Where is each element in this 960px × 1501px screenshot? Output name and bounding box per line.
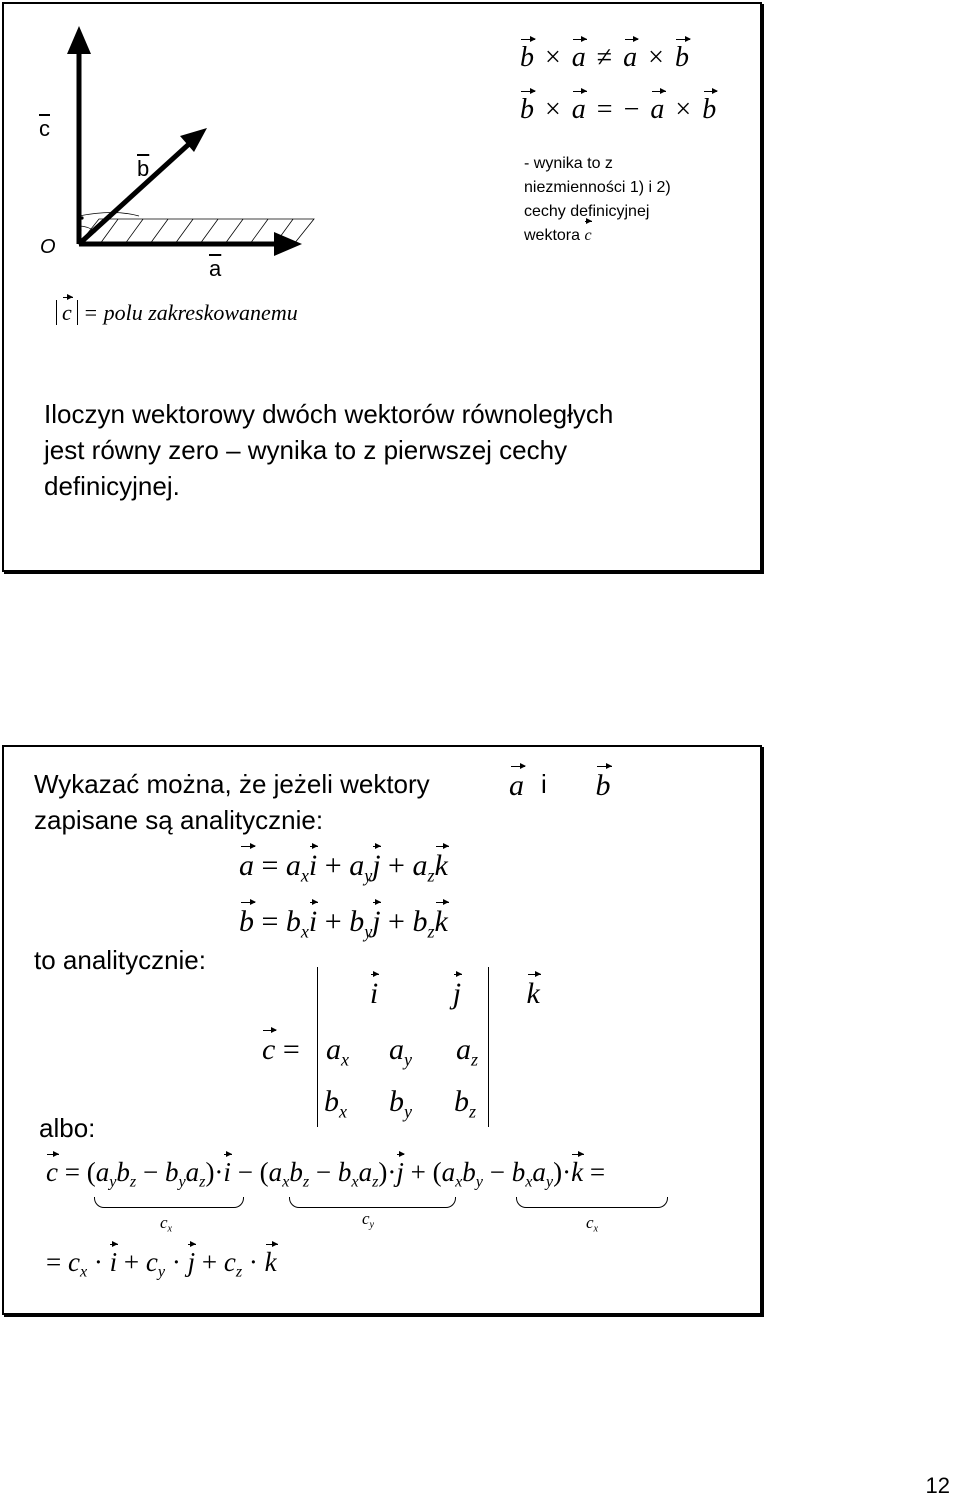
det-az: $a_z$	[456, 1033, 479, 1070]
magnitude-equation	[56, 300, 298, 326]
note-line: wektora	[524, 227, 581, 244]
intro-text: Wykazać można, że jeżeli wektory	[34, 769, 430, 799]
eq1-vec-a: a	[571, 42, 586, 73]
vector-b-decomposition: $b = b_xi + b_yj + b_zk$	[239, 905, 448, 942]
brace-label-1: $c_x$	[160, 1213, 173, 1235]
eq2-vec-b2: b	[702, 94, 717, 125]
vector-diagram	[4, 4, 484, 324]
label-c: $\overline{c}$	[39, 116, 50, 141]
label-a: $\overline{a}$	[209, 256, 222, 281]
statement-line: definicyjnej.	[44, 471, 180, 501]
statement-line: jest równy zero – wynika to z pierwszej cechy	[44, 435, 568, 465]
expanded-formula: $c = (a_yb_z - b_ya_z)\cdot i - (a_xb_z - b_xa_z)\cdot j + (a_xb_y - b_xa_y)\cdot k$ =	[46, 1157, 606, 1191]
brace-cx	[94, 1197, 244, 1208]
intro-line-2: zapisane są analitycznie:	[34, 805, 324, 835]
det-i: i	[369, 977, 379, 1010]
brace-label-3: $c_x$	[586, 1213, 599, 1235]
intro-vec-a: a	[509, 769, 524, 802]
eq2-vec-a2: a	[650, 94, 665, 125]
to-analitycznie: to analitycznie:	[34, 945, 206, 975]
statement	[44, 396, 613, 504]
det-j: j	[452, 977, 462, 1010]
note-vec-c: c	[584, 224, 591, 248]
page-number: 12	[925, 1473, 950, 1498]
eq2-vec-b: b	[520, 94, 534, 125]
label-origin: O	[40, 236, 56, 258]
vector-b-arrow	[79, 144, 189, 244]
albo: albo:	[39, 1113, 96, 1143]
label-b: $\overline{b}$	[137, 156, 150, 181]
slide-1	[2, 2, 762, 572]
note-line: niezmienności 1) i 2)	[524, 179, 671, 196]
det-by: $b_y$	[389, 1085, 412, 1122]
eq1-vec-b2: b	[674, 42, 689, 73]
det-bx: $b_x$	[324, 1085, 347, 1122]
brace-cy	[289, 1197, 456, 1208]
intro-i: i	[541, 769, 547, 799]
det-k: k	[526, 977, 540, 1010]
eq1-vec-b: b	[520, 42, 534, 73]
anticommute-eq: b × a = − a × b	[520, 94, 717, 125]
eq2-vec-a: a	[571, 94, 586, 125]
eq1-op: ≠	[596, 42, 613, 73]
statement-line: Iloczyn wektorowy dwóch wektorów równoległych	[44, 399, 614, 429]
eq1-vec-a2: a	[623, 42, 638, 73]
eq2-op: = −	[596, 94, 640, 125]
vector-a-decomposition: $a = a_xi + a_yj + a_zk$	[239, 849, 448, 886]
det-bz: $b_z$	[454, 1085, 477, 1122]
det-ay: $a_y$	[389, 1033, 412, 1070]
anticommute-neq: b × a ≠ a × b	[520, 42, 689, 73]
intro-vec-b: b	[595, 769, 611, 802]
magnitude-text: = polu zakreskowanemu	[83, 300, 298, 325]
det-lhs: c =	[262, 1033, 300, 1066]
intro-line-1	[34, 769, 430, 800]
vec-c: c	[62, 300, 72, 325]
brace-label-2: $c_y$	[362, 1209, 375, 1231]
det-ax: $a_x$	[326, 1033, 349, 1070]
note-line: - wynika to z	[524, 155, 613, 172]
note-block	[524, 152, 671, 248]
brace-cz	[516, 1197, 668, 1208]
final-formula: = $c_x \cdot i + c_y \cdot j + c_z \cdot k$	[46, 1247, 277, 1281]
slide-2	[2, 745, 762, 1315]
note-line: cechy definicyjnej	[524, 203, 650, 220]
